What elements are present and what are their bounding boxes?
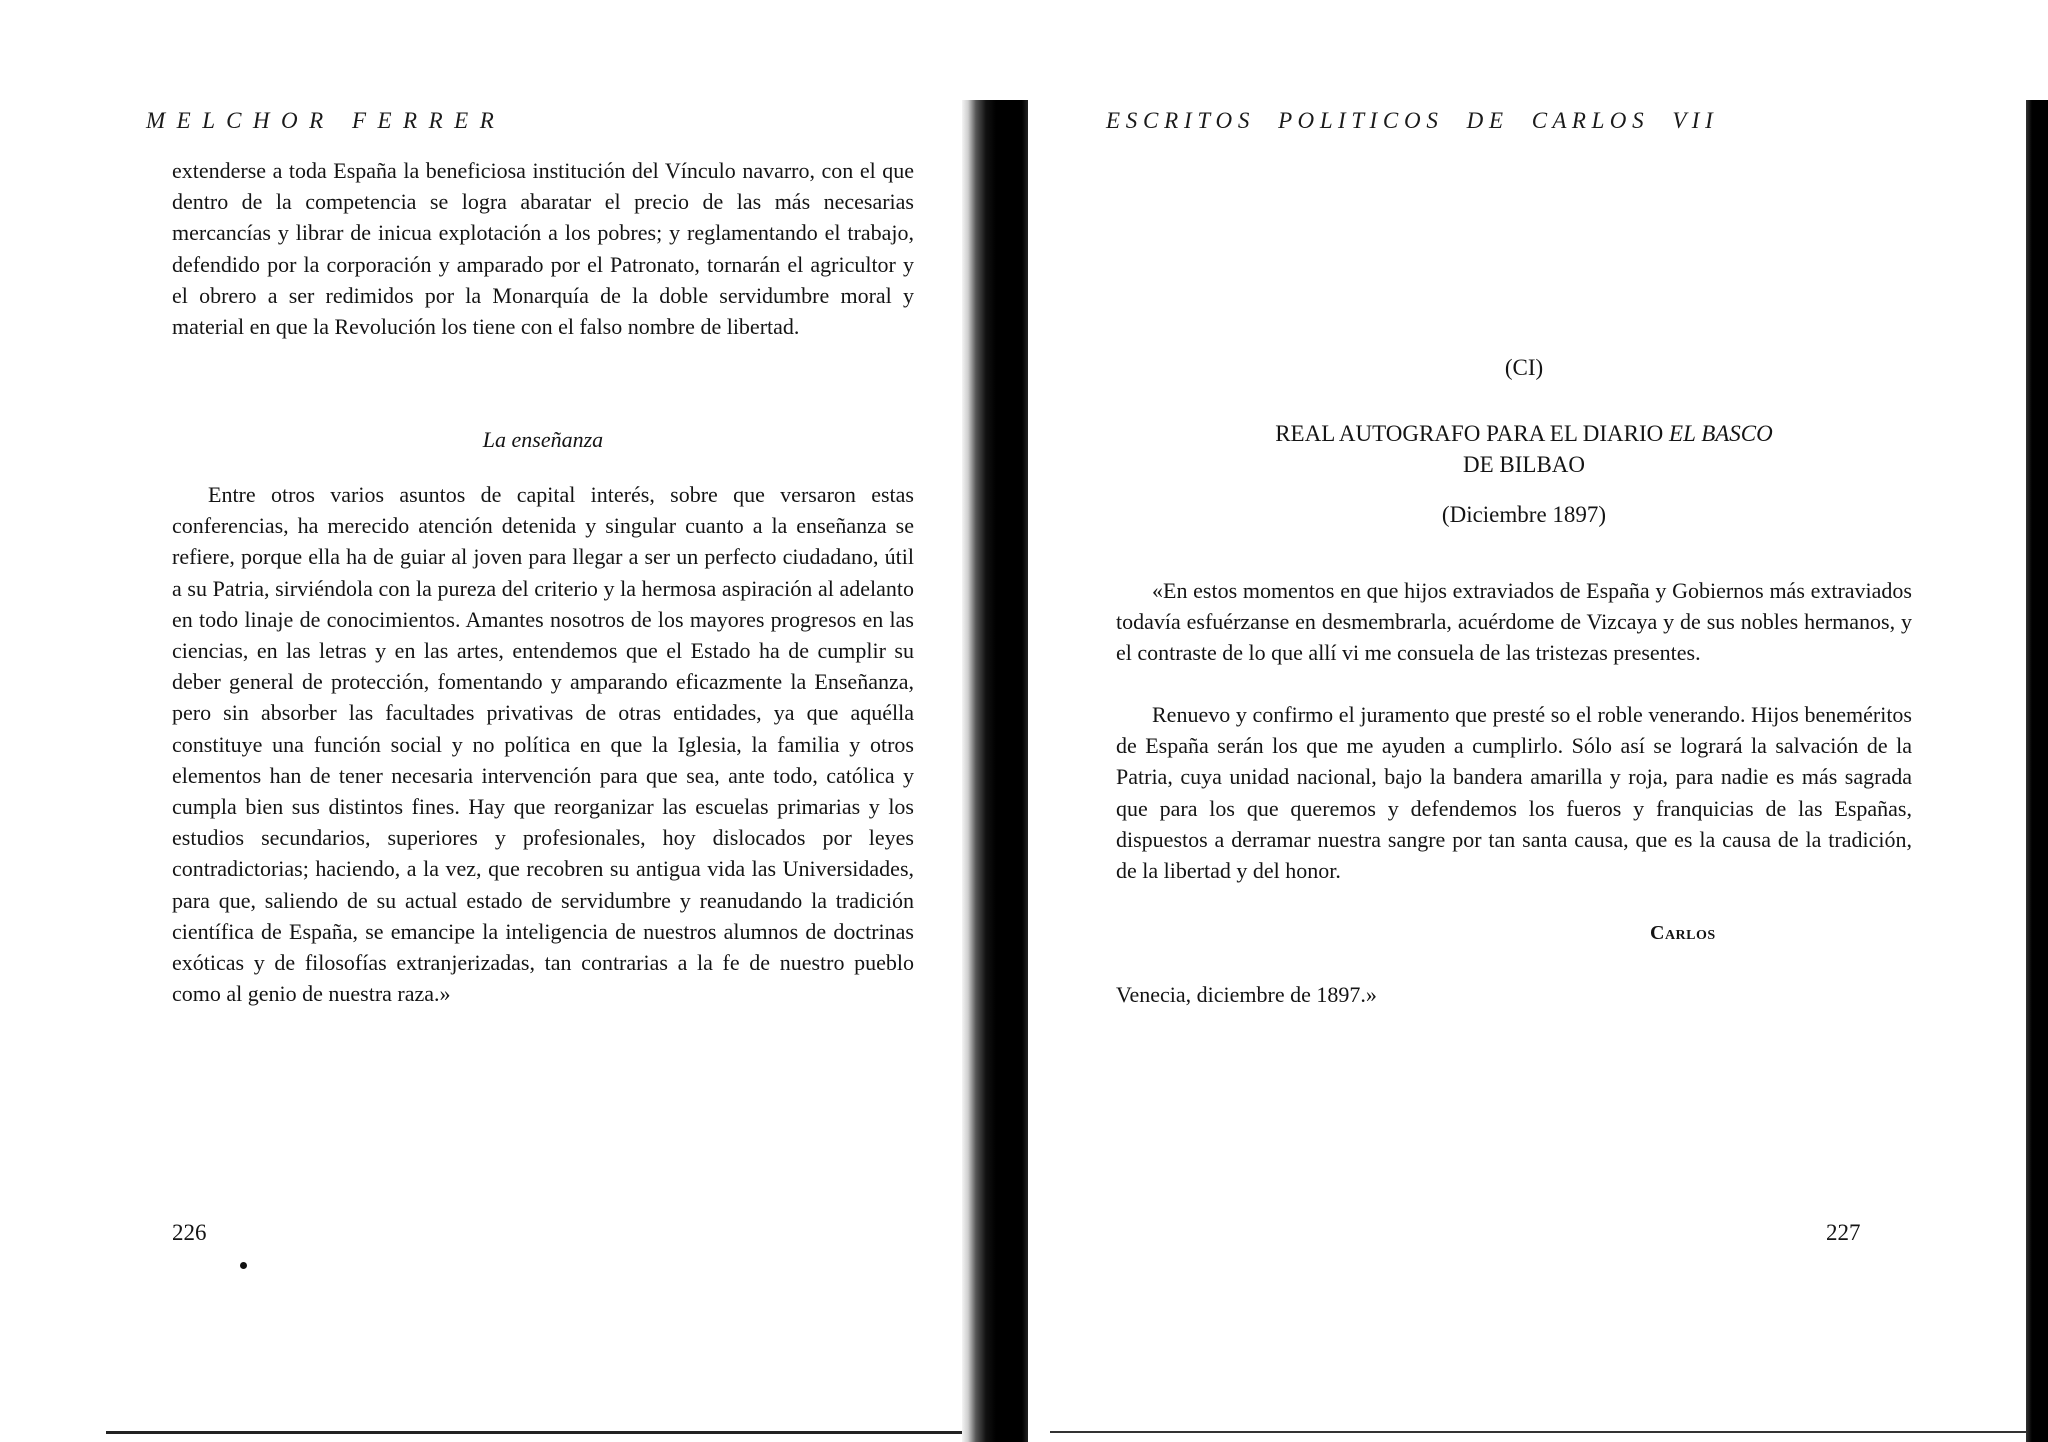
section-title: La enseñanza [482,427,604,452]
title-line-2: DE BILBAO [1462,452,1586,477]
signature: Carlos [1650,922,1716,944]
running-head-title: E S C R I T O S P O L I T I C O S D E C A R L O S V I I [1106,108,1713,133]
title-roman: REAL AUTOGRAFO PARA EL DIARIO [1275,421,1670,446]
title-italic: EL BASCO [1669,421,1773,446]
document-title [1150,418,1898,480]
right-page [1050,0,2048,1442]
body-paragraph [172,479,914,1009]
running-head-author: M E L C H O R F E R R E R [146,108,494,133]
left-page [0,0,960,1442]
body-paragraph [172,155,914,342]
page-number: 227 [1826,1220,1861,1245]
document-date: (Diciembre 1897) [1441,502,1607,527]
place-date: Venecia, diciembre de 1897.» [1116,982,1377,1007]
scan-bottom-edge [106,1431,962,1434]
paragraph-text: «En estos momentos en que hijos extraviados de España y Gobiernos más extraviados todavía esfuérzanse en desmembrarla, acuérdome de Vizcaya y de sus nobles hermanos, y el contraste de lo que allí vi me consuela de las tristezas presentes. [1116,578,1912,666]
document-number: (CI) [1504,355,1544,380]
paragraph-text: Entre otros varios asuntos de capital interés, sobre que versaron estas conferencias, ha merecido atención detenida y singular cuanto a la enseñanza se refiere, porque ella ha de guiar al joven para llegar a ser un perfecto ciudadano, útil a su Patria, sirviéndola con la pureza del criterio y la hermosa aspiración al adelanto en todo linaje de conocimientos. Amantes nosotros de los mayores progresos en las ciencias, en las letras y en las artes, entendemos que el Estado ha de cumplir su deber general de protección, fomentando y amparando eficazmente la Enseñanza, pero sin absorber las facultades privativas de otras entidades, ya que aquélla constituye una función social y no política en que la Iglesia, la familia y otros elementos han de tener necesaria intervención para que sea, ante todo, católica y cumpla bien sus distintos fines. Hay que reorganizar las escuelas primarias y los estudios secundarios, superiores y profesionales, hoy dislocados por leyes contradictorias; haciendo, a la vez, que recobren su antigua vida las Universidades, para que, saliendo de su actual estado de servidumbre y reanudando la tradición científica de España, se emancipe la inteligencia de nuestros alumnos de doctrinas exóticas y de filosofías extranjerizadas, tan contrarias a la fe de nuestro pueblo como al genio de nuestra raza.» [172,482,914,1007]
body-paragraph [1116,699,1912,886]
book-gutter-shadow [962,100,1028,1442]
page-number: 226 [172,1220,207,1245]
body-paragraph [1116,575,1912,669]
paragraph-text: Renuevo y confirmo el juramento que presté so el roble venerando. Hijos beneméritos de España serán los que me ayuden a cumplirlo. Sólo así se logrará la salvación de la Patria, cuya unidad nacional, bajo la bandera amarilla y roja, para nadie es más sagrada que para los que queremos y defendemos los fueros y franquicias de las Españas, dispuestos a derramar nuestra sangre por tan santa causa, que es la causa de la tradición, de la libertad y del honor. [1116,702,1912,884]
ink-speck [240,1262,247,1269]
paragraph-text: extenderse a toda España la beneficiosa institución del Vínculo navarro, con el que dentro de la competencia se logra abaratar el precio de las más necesarias mercancías y librar de inicua explotación a los pobres; y reglamentando el trabajo, defendido por la corporación y amparado por el Patronato, tornarán el agricultor y el obrero a ser redimidos por la Monarquía de la doble servidumbre moral y material en que la Revolución los tiene con el falso nombre de libertad. [172,158,914,340]
